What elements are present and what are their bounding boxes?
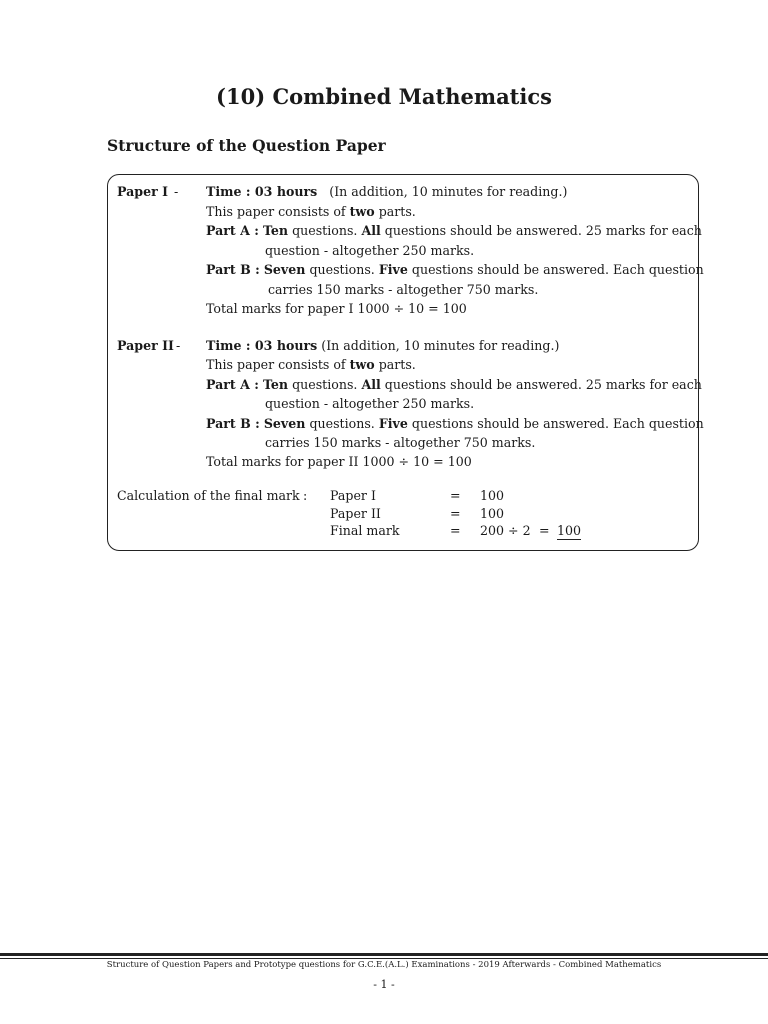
footer-rule-thick — [0, 953, 768, 956]
calc-colon: : — [303, 488, 308, 503]
paper2-consists-bold: two — [349, 357, 375, 372]
paper2-time-note: (In addition, 10 minutes for reading.) — [321, 338, 560, 353]
paper1-partB-mid: questions. — [309, 262, 375, 277]
paper2-partB — [206, 416, 704, 432]
calc-row-value: 100 — [480, 488, 505, 503]
paper1-partA-line2: question - altogether 250 marks. — [265, 243, 475, 258]
paper2-partA-label: Part A : — [206, 377, 259, 392]
paper2-partA — [206, 377, 702, 393]
paper2-consists — [206, 357, 416, 373]
paper1-partB-rest: questions should be answered. Each question — [411, 262, 704, 277]
paper1-partA-all: All — [361, 223, 381, 238]
paper1-partB — [206, 262, 704, 278]
paper2-partB-rest: questions should be answered. Each question — [411, 416, 704, 431]
paper2-partA-line2: question - altogether 250 marks. — [265, 396, 475, 411]
paper2-partB-line2: carries 150 marks - altogether 750 marks. — [265, 435, 536, 450]
paper2-partB-five: Five — [378, 416, 408, 431]
paper2-total: Total marks for paper II 1000 ÷ 10 = 100 — [206, 454, 472, 469]
calc-final-name: Final mark — [330, 523, 400, 538]
page-title: (10) Combined Mathematics — [216, 84, 552, 109]
paper1-partB-five: Five — [378, 262, 408, 277]
calc-row-equals: = — [450, 506, 461, 521]
paper2-consists-pre: This paper consists of — [206, 357, 346, 372]
paper1-consists — [206, 204, 416, 220]
paper1-total: Total marks for paper I 1000 ÷ 10 = 100 — [206, 301, 467, 316]
calc-label: Calculation of the final mark — [117, 488, 300, 503]
page-number: - 1 - — [373, 978, 395, 991]
paper1-time — [206, 184, 567, 200]
calc-final-equals: = — [450, 523, 461, 538]
paper1-partB-label: Part B : — [206, 262, 260, 277]
paper1-time-label: Time : 03 hours — [206, 184, 318, 199]
calc-row-name: Paper II — [330, 506, 381, 521]
paper2-partA-count: Ten — [262, 377, 289, 392]
paper2-time-label: Time : 03 hours — [206, 338, 318, 353]
paper2-partA-mid: questions. — [292, 377, 358, 392]
paper2-time — [206, 338, 559, 354]
footer-caption: Structure of Question Papers and Prototype questions for G.C.E.(A.L.) Examinations - 2019 Afterwards - Combined Mathematics — [106, 960, 662, 970]
paper1-consists-post: parts. — [378, 204, 416, 219]
paper1-partA — [206, 223, 702, 239]
paper1-partA-rest: questions should be answered. 25 marks for each — [384, 223, 702, 238]
paper1-consists-bold: two — [349, 204, 375, 219]
calc-final-result: 100 — [557, 523, 582, 538]
paper1-partA-label: Part A : — [206, 223, 259, 238]
paper1-partB-line2: carries 150 marks - altogether 750 marks. — [268, 282, 539, 297]
section-heading: Structure of the Question Paper — [107, 136, 386, 155]
paper1-partA-mid: questions. — [292, 223, 358, 238]
paper2-partB-label: Part B : — [206, 416, 260, 431]
paper1-partB-count: Seven — [263, 262, 306, 277]
calc-row-name: Paper I — [330, 488, 376, 503]
paper1-dash: - — [174, 184, 179, 199]
paper1-label: Paper I — [117, 184, 169, 199]
paper2-partB-mid: questions. — [309, 416, 375, 431]
paper2-partB-count: Seven — [263, 416, 306, 431]
paper2-label: Paper II — [117, 338, 174, 353]
paper2-dash: - — [176, 338, 181, 353]
calc-row-value: 100 — [480, 506, 505, 521]
paper2-consists-post: parts. — [378, 357, 416, 372]
paper1-time-note: (In addition, 10 minutes for reading.) — [329, 184, 568, 199]
footer-rule-thin — [0, 958, 768, 959]
paper1-partA-count: Ten — [262, 223, 289, 238]
paper1-consists-pre: This paper consists of — [206, 204, 346, 219]
calc-row-equals: = — [450, 488, 461, 503]
calc-final-expression: 200 ÷ 2 — [480, 523, 531, 538]
paper2-partA-all: All — [361, 377, 381, 392]
paper2-partA-rest: questions should be answered. 25 marks for each — [384, 377, 702, 392]
calc-final-equals-2: = — [539, 523, 550, 538]
